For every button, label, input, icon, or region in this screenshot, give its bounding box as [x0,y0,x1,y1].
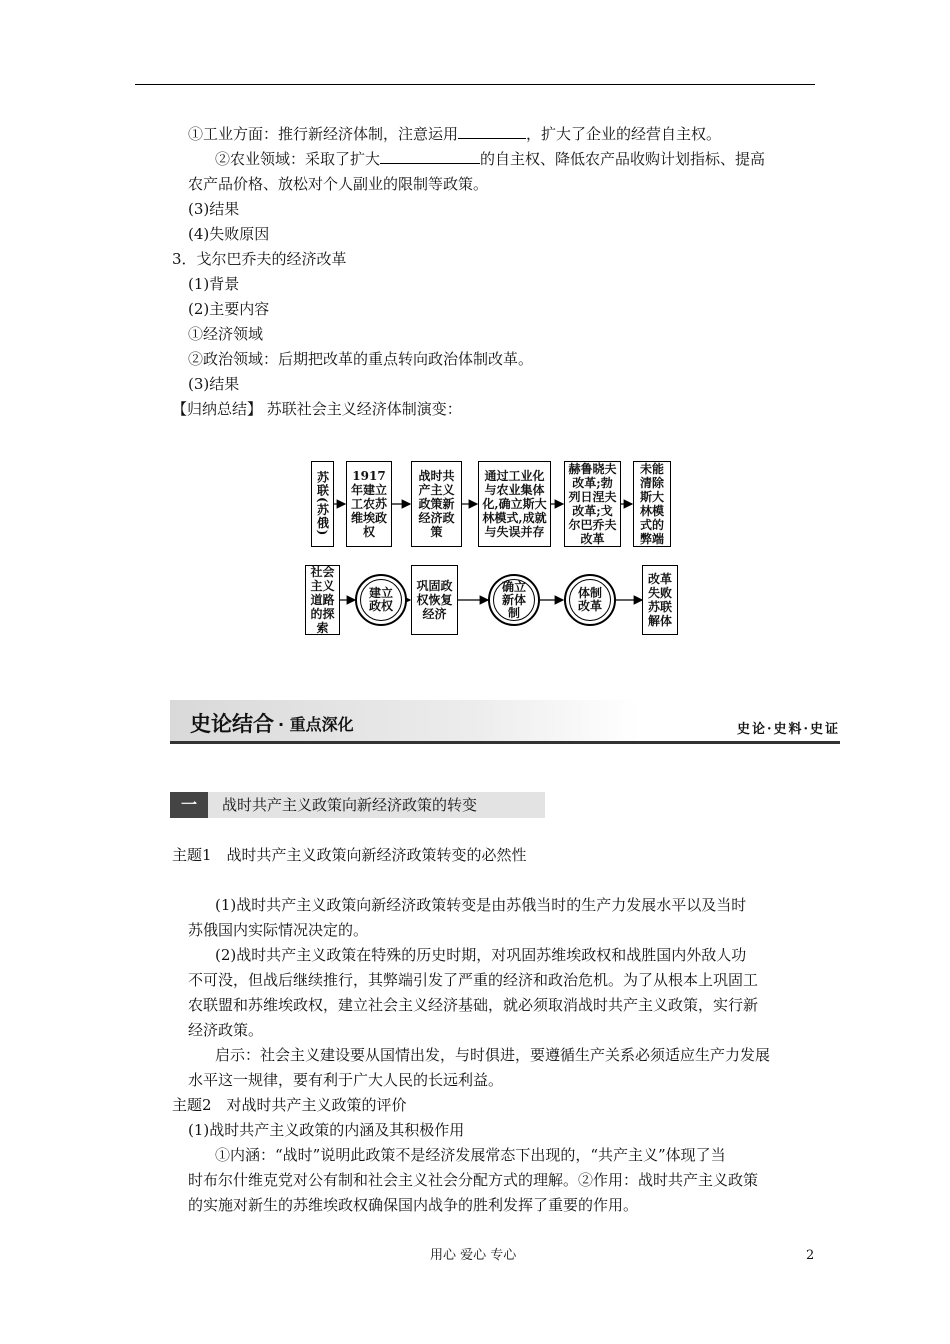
text: ①工业方面：推行新经济体制，注意运用 [188,125,459,143]
theme-1-title: 主题1 战时共产主义政策向新经济政策转变的必然性 [172,846,527,864]
box-stalin-model: 通过工业化与农业集体化,确立斯大林模式,成就与失误并存 [478,461,551,547]
body-line: (2)战时共产主义政策在特殊的历史时期，对巩固苏维埃政权和战胜国内外敌人功 [215,946,747,964]
box-collapse: 改革失败苏联解体 [642,565,678,635]
body-line: (1)战时共产主义政策的内涵及其积极作用 [188,1121,465,1139]
banner-tagline: 史论·史料·史证 [736,722,840,737]
topic-number: 一 [170,792,208,818]
footer-motto: 用心 爱心 专心 [430,1248,517,1263]
box-exploration: 社会主义道路的探索 [305,565,340,635]
circle-label: 建立政权 [360,579,402,621]
item-result: (3)结果 [188,200,240,218]
page-number: 2 [806,1248,815,1263]
box-consolidate: 巩固政权恢复经济 [411,565,458,635]
item-background: (1)背景 [188,275,240,293]
heading-gorbachev: 3．戈尔巴乔夫的经济改革 [172,250,347,268]
item-economic: ①经济领域 [188,325,264,343]
body-line: 水平这一规律，要有利于广大人民的长远利益。 [188,1071,504,1089]
text: ②农业领域：采取了扩大 [215,150,381,168]
box-war-communism: 战时共产主义政策新经济政策 [411,461,462,547]
body-line: 时布尔什维克党对公有制和社会主义社会分配方式的理解。②作用：战时共产主义政策 [188,1171,759,1189]
circle-label: 确立新体制 [493,579,535,621]
body-line: 不可没，但战后继续推行，其弊端引发了严重的经济和政治危机。为了从根本上巩固工 [188,971,759,989]
banner-subtitle: · 重点深化 [278,715,354,734]
body-line: ①内涵：“战时”说明此政策不是经济发展常态下出现的，“共产主义”体现了当 [215,1146,726,1164]
banner-rule [170,741,840,744]
text: 的自主权、降低农产品收购计划指标、提高 [480,150,766,168]
circle-reform [564,574,616,626]
body-line: 经济政策。 [188,1021,264,1039]
theme-2-title: 主题2 对战时共产主义政策的评价 [172,1096,407,1114]
circle-build-power [355,574,407,626]
box-failed-clear: 未能清除斯大林模式的弊端 [633,461,671,547]
item-failure-cause: (4)失败原因 [188,225,270,243]
circle-label: 体制改革 [569,579,611,621]
body-line: 的实施对新生的苏维埃政权确保国内战争的胜利发挥了重要的作用。 [188,1196,639,1214]
summary-label: 【归纳总结】 苏联社会主义经济体制演变： [172,400,462,418]
text: ，扩大了企业的经营自主权。 [526,125,722,143]
item-political: ②政治领域：后期把改革的重点转向政治体制改革。 [188,350,534,368]
body-line: 启示：社会主义建设要从国情出发，与时俱进，要遵循生产关系必须适应生产力发展 [215,1046,771,1064]
item-result-2: (3)结果 [188,375,240,393]
circle-new-system [488,574,540,626]
topic-title: 战时共产主义政策向新经济政策的转变 [222,796,478,814]
item-main-content: (2)主要内容 [188,300,270,318]
box-reforms: 赫鲁晓夫改革;勃列日涅夫改革;戈尔巴乔夫改革 [564,461,621,547]
box-1917: 1917年建立工农苏维埃政权 [346,461,392,547]
body-line: 苏俄国内实际情况决定的。 [188,921,369,939]
box-soviet: 苏联(苏俄) [311,461,334,547]
body-line: (1)战时共产主义政策向新经济政策转变是由苏俄当时的生产力发展水平以及当时 [215,896,747,914]
body-line: 农联盟和苏维埃政权，建立社会主义经济基础，就必须取消战时共产主义政策，实行新 [188,996,759,1014]
banner-title: 史论结合 [190,712,274,736]
paragraph-agriculture-cont: 农产品价格、放松对个人副业的限制等政策。 [188,175,489,193]
